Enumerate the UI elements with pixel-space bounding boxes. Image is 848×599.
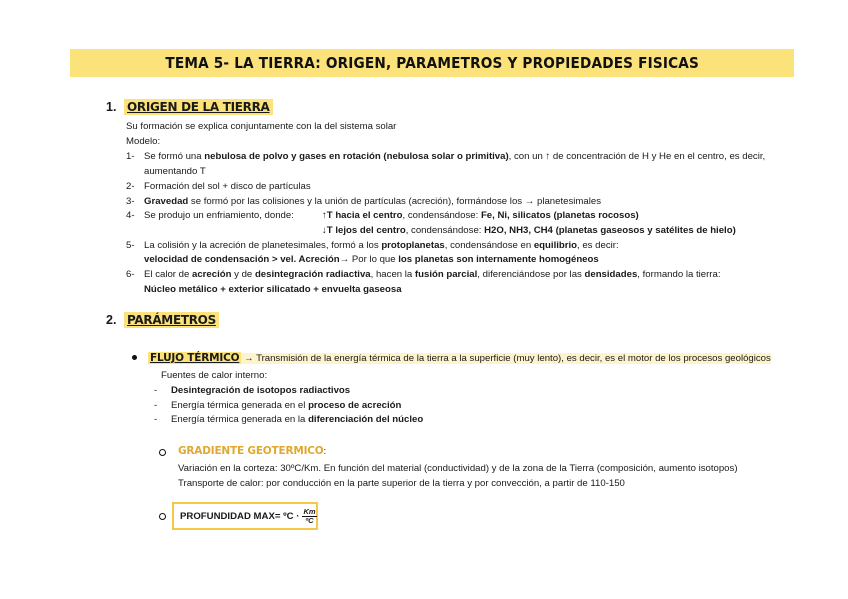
list-item: Se produjo un enfriamiento, donde:	[144, 210, 294, 221]
gradiente-heading: GRADIENTE GEOTERMICO:	[178, 445, 327, 457]
list-item-number: 6-	[126, 269, 135, 280]
list-item-sub: ↓T lejos del centro, condensándose: H2O, NH3, CH4 (planetas gaseosos y satélites de hielo)	[322, 225, 736, 236]
list-item: Formación del sol + disco de partículas	[144, 181, 311, 192]
section-1-intro: Su formación se explica conjuntamente con la del sistema solar	[126, 121, 397, 132]
list-item-number: 5-	[126, 240, 135, 251]
list-item-sub: ↑T hacia el centro, condensándose: Fe, Ni, silicatos (planetas rocosos)	[322, 210, 639, 221]
variacion-text: Variación en la corteza: 30ºC/Km. En función del material (conductividad) y de la zona de la Tierra (composición, aumento isotopos)	[178, 463, 738, 474]
list-item: Energía térmica generada en el proceso de acreción	[171, 400, 402, 411]
circle-bullet-icon	[159, 449, 166, 456]
list-item: Se formó una nebulosa de polvo y gases en rotación (nebulosa solar o primitiva), con un ↑ de concentración de H y He en el centro, es decir,	[144, 151, 766, 162]
profundidad-max-box	[172, 502, 318, 530]
section-2-heading: 2. PARÁMETROS	[106, 313, 219, 327]
list-item-number: 4-	[126, 210, 135, 221]
dash-icon: -	[154, 385, 158, 396]
pmax-fraction: $\frac{Km}{\text{ºC}}$	[303, 506, 316, 525]
list-item-continuation: aumentando T	[144, 166, 206, 177]
modelo-label: Modelo:	[126, 136, 161, 147]
list-item: La colisión y la acreción de planetesimales, formó a los protoplanetas, condensándose en equilibrio, es decir:	[144, 240, 619, 251]
page-title: TEMA 5- LA TIERRA: ORIGEN, PARAMETROS Y PROPIEDADES FISICAS	[165, 54, 699, 72]
section-1-heading: 1. ORIGEN DE LA TIERRA	[106, 100, 273, 114]
list-item-continuation: Núcleo metálico + exterior silicatado + envuelta gaseosa	[144, 284, 402, 295]
list-item-number: 2-	[126, 181, 135, 192]
list-item: Desintegración de isotopos radiactivos	[171, 385, 351, 396]
title-bar	[70, 49, 794, 77]
list-item: El calor de acreción y de desintegración radiactiva, hacen la fusión parcial, diferenciándose por las densidades, formando la tierra:	[144, 269, 721, 280]
list-item: Gravedad se formó por las colisiones y la unión de partículas (acreción), formándose los → planetesimales	[144, 196, 601, 207]
transporte-text: Transporte de calor: por conducción en la parte superior de la tierra y por convección, a partir de 110-150	[178, 478, 625, 489]
flujo-termico-line: FLUJO TÉRMICO → Transmisión de la energía térmica de la tierra a la superficie (muy lento), es decir, es el motor de los procesos geológicos	[150, 352, 771, 364]
circle-bullet-icon	[159, 513, 166, 520]
dash-icon: -	[154, 414, 158, 425]
list-item-continuation: velocidad de condensación > vel. Acreción→ Por lo que los planetas son internamente homogéneos	[144, 254, 599, 265]
pmax-label: PROFUNDIDAD MAX= ºC ·	[180, 510, 300, 522]
dash-icon: -	[154, 400, 158, 411]
list-item: Energía térmica generada en la diferenciación del núcleo	[171, 414, 424, 425]
list-item-number: 1-	[126, 151, 135, 162]
list-item-number: 3-	[126, 196, 135, 207]
fuentes-label: Fuentes de calor interno:	[161, 370, 268, 381]
bullet-icon	[132, 355, 137, 360]
